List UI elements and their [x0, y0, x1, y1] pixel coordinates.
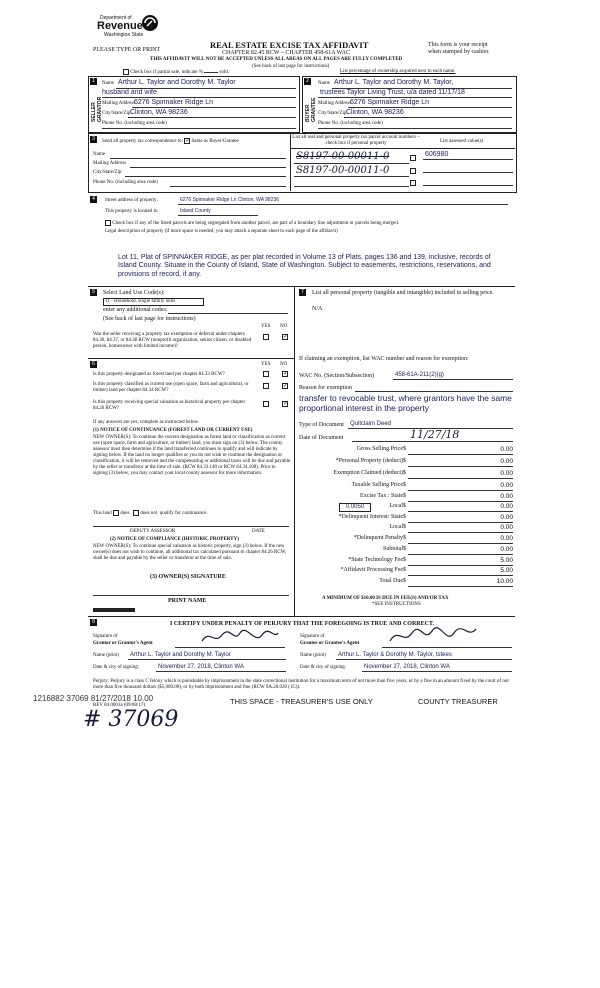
seller-phone-label: Phone No. (including area code)	[102, 121, 167, 126]
grantee-sig-label2: Grantee or Grantee's Agent	[300, 641, 360, 646]
form-chapter: CHAPTER 82.45 RCW – CHAPTER 458-61A WAC	[222, 50, 350, 56]
section-4-number: 4	[90, 196, 97, 203]
recording-stamp: 1216882 37069 81/27/2018 10.00	[33, 694, 154, 703]
dollar-sign: $	[403, 446, 406, 452]
form-number: REV 84 0001a (09/08/17)	[93, 703, 145, 708]
exemption-yes-checkbox[interactable]	[263, 334, 269, 340]
fee-excise-state	[298, 493, 513, 502]
treasurer-space: THIS SPACE - TREASURER'S USE ONLY	[230, 697, 373, 706]
grantee-signature[interactable]	[388, 625, 478, 654]
personal-prop-checkbox-2[interactable]	[410, 168, 416, 174]
buyer-city-label: City/State/Zip	[318, 111, 347, 116]
grantor-sig-label: Signature of	[93, 634, 118, 639]
grantor-sig-label2: Grantor or Grantor's Agent	[93, 641, 153, 646]
tax-corr-text: Send all property tax correspondence to:	[102, 139, 183, 145]
seller-name-2[interactable]: husband and wife	[102, 89, 157, 96]
same-as-buyer-checkbox[interactable]: ✓	[185, 138, 191, 144]
land-use-label: Select Land Use Code(s):	[103, 290, 165, 296]
date-right[interactable]: November 27, 2018, Clinton WA	[364, 664, 450, 670]
partial-sale-label: Check box if partial sale, indicate %	[130, 70, 203, 76]
sold-label: sold.	[219, 70, 229, 76]
fee-local-label: Local	[389, 503, 403, 509]
minimum-due: A MINIMUM OF $10.00 IS DUE IN FEE(S) AND/OR TAX	[322, 596, 449, 601]
grantor-signature-scribble	[200, 627, 280, 647]
land-use-select[interactable]: 11 - Household, single family units	[103, 298, 204, 306]
section-6-number: 6	[90, 361, 97, 368]
grantee-sig-label: Signature of	[300, 634, 325, 639]
fee-excise-state-value[interactable]: 0.00	[500, 493, 513, 500]
handwritten-receipt-number: # 37069	[83, 707, 179, 732]
fee-gross-value[interactable]: 0.00	[500, 446, 513, 453]
located-label: This property is located in	[105, 209, 158, 214]
doc-type[interactable]: Quitclaim Deed	[350, 421, 392, 427]
street-label: Street address of property:	[105, 198, 158, 203]
form-title: REAL ESTATE EXCISE TAX AFFIDAVIT	[210, 40, 369, 50]
current-use-yes-checkbox[interactable]	[263, 383, 269, 389]
fee-subtotal-label: Subtotal	[382, 546, 403, 552]
local-rate[interactable]: 0.0050	[339, 503, 371, 512]
does-checkbox[interactable]	[113, 510, 119, 516]
parcel-header: List all real and personal property tax parcel account numbers – check box if personal property	[292, 135, 420, 146]
perjury-notice: Perjury: Perjury is a class C felony which is punishable by imprisonment in the state correctional institution for a maximum term of not more than five years, or by a fine in an amount fixed by the court of not more than five thousand dollars ($5,000.00), or by both imprisonment and fine (RCW 9A.20.020 (1C)).	[93, 679, 509, 690]
seller-mailing-label: Mailing Address	[102, 101, 136, 106]
forest-question: Is this property designated as forest land per chapter 84.33 RCW?	[93, 372, 225, 377]
personal-prop-checkbox-3[interactable]	[410, 180, 416, 186]
personal-prop-checkbox-1[interactable]	[410, 155, 416, 161]
fee-gross	[298, 446, 513, 455]
notice1-body: NEW OWNER(S): To continue the current designation as forest land or classification as current use (open space, farm and agriculture, or timber) land, you must sign on (3) below. The county assessor must then determine if the land transferred continues to qualify and will indicate by signing below. If the land no longer qualifies or you do not wish to continue the designation or classification, it will be removed and the compensating or additional taxes will be due and payable by the seller or transferor at the time of sale. (RCW 84.33.140 or RCW 84.34.108). Prior to signing (3) below, you may contact your local county assessor for more information.	[93, 435, 291, 476]
section-1-number: 1	[90, 78, 97, 85]
buyer-phone-label: Phone No. (including area code)	[318, 121, 383, 126]
print-name-label: PRINT NAME	[168, 598, 207, 604]
personal-property-label: List all personal property (tangible and intangible) included in selling price.	[312, 290, 494, 296]
dollar-sign: $	[403, 503, 406, 509]
dollar-sign: $	[403, 470, 406, 476]
land-use-see-back: (See back of last page for instructions)	[103, 316, 196, 322]
list-pct-note: List percentage of ownership acquired next to each name.	[340, 69, 456, 74]
fee-delinq-state-label: *Delinquent Interest: State	[338, 514, 403, 520]
corr-city-label: City/State/Zip	[93, 170, 122, 175]
land-use-yes-header: YES	[261, 324, 271, 329]
partial-sale-pct[interactable]	[204, 72, 218, 73]
fee-exemption-label: Exemption Claimed (deduct)	[333, 470, 403, 476]
legal-label: Legal description of property (if more space is needed, you may attach a separate sheet to each page of the affidavit)	[105, 229, 338, 234]
wac-label: WAC No. (Section/Subsection)	[299, 373, 375, 379]
same-as-buyer-label: Same as Buyer/Grantee	[191, 139, 239, 145]
historic-question: Is this property receiving special valuation as historical property per chapter 84.26 RCW?	[93, 400, 246, 411]
corr-mailing-label: Mailing Address	[93, 161, 127, 166]
seller-side-label: SELLER GRANTOR	[91, 96, 103, 122]
dollar-sign: $	[403, 493, 406, 499]
doc-date[interactable]: 11/27/18	[410, 428, 460, 441]
doc-date-label: Date of Document	[299, 435, 344, 441]
fee-gross-label: Gross Selling Price	[356, 446, 403, 452]
historic-no-checkbox[interactable]: ✓	[283, 401, 289, 407]
forest-yes-checkbox[interactable]	[263, 371, 269, 377]
buyer-side-label: BUYER GRANTEE	[305, 97, 317, 122]
county-treasurer: COUNTY TREASURER	[418, 697, 498, 706]
buyer-city[interactable]: Clinton, WA 98236	[346, 109, 404, 116]
please-type: PLEASE TYPE OR PRINT	[93, 47, 161, 53]
seller-mailing[interactable]: 6276 Spinnaker Ridge Ln	[134, 99, 214, 106]
current-use-no-checkbox[interactable]: ✓	[283, 383, 289, 389]
qualify-label: qualify for continuance.	[159, 511, 208, 517]
fee-taxable-label: Taxable Selling Price	[351, 482, 403, 488]
segregated-checkbox[interactable]	[105, 220, 111, 226]
section-3-number: 3	[90, 136, 97, 143]
does-label: does	[120, 511, 130, 517]
forest-no-checkbox[interactable]: ✓	[283, 371, 289, 377]
fee-personal-label: *Personal Property (deduct)	[335, 458, 403, 464]
name-right-label: Name (print)	[300, 653, 326, 658]
current-use-question: Is this property classified as current use (open space, farm and agricultural, or timber) land per chapter 84.34 RCW?	[93, 382, 249, 393]
section-2-number: 2	[304, 78, 311, 85]
buyer-mailing[interactable]: 6276 Spinnaker Ridge Ln	[350, 99, 430, 106]
fee-taxable	[298, 482, 513, 491]
fee-taxable-value[interactable]: 0.00	[500, 482, 513, 489]
segregated-note	[105, 220, 399, 227]
dollar-sign: $	[403, 524, 406, 530]
corr-name-label: Name	[93, 152, 105, 157]
buyer-mailing-label: Mailing Address	[318, 101, 352, 106]
exemption-no-checkbox[interactable]: ✓	[283, 334, 289, 340]
county[interactable]: Island County	[180, 208, 211, 214]
buyer-name-1[interactable]: Arthur L. Taylor and Dorothy M. Taylor,	[334, 79, 454, 86]
dollar-sign: $	[403, 567, 406, 573]
date-right-label: Date & city of signing:	[300, 665, 347, 670]
certify-statement: I CERTIFY UNDER PENALTY OF PERJURY THAT THE FOREGOING IS TRUE AND CORRECT.	[170, 621, 435, 627]
fee-total-value[interactable]: 10.00	[496, 578, 513, 585]
fee-delinq-state-value[interactable]: 0.00	[500, 514, 513, 521]
seller-city[interactable]: Clinton, WA 98236	[130, 109, 188, 116]
s6-no-header: NO	[280, 362, 288, 367]
dollar-sign: $	[403, 578, 406, 584]
see-instructions: *SEE INSTRUCTIONS	[372, 602, 421, 607]
name-left-label: Name (print)	[93, 653, 119, 658]
fee-total-label: Total Due	[379, 578, 403, 584]
seller-name-label: Name	[102, 81, 114, 86]
dollar-sign: $	[403, 557, 406, 563]
fee-subtotal	[298, 546, 513, 555]
fee-delinq-penalty-label: *Delinquent Penalty	[353, 535, 403, 541]
fee-delinq-local	[298, 524, 513, 533]
parcel-1[interactable]: S8197-00-00011-0	[296, 151, 390, 162]
doc-type-label: Type of Document	[299, 422, 344, 428]
date-left[interactable]: November 27, 2018, Clinton WA	[158, 664, 244, 670]
fee-total	[298, 578, 513, 587]
fee-exemption-value[interactable]: 0.00	[500, 470, 513, 477]
fee-local	[298, 503, 513, 512]
dollar-sign: $	[403, 535, 406, 541]
fee-local-value[interactable]: 0.00	[500, 503, 513, 510]
deputy-date: DATE	[252, 529, 265, 534]
notice1-title: (1) NOTICE OF CONTINUANCE (FOREST LAND OR CURRENT USE)	[93, 428, 253, 433]
fee-delinq-local-value[interactable]: 0.00	[500, 524, 513, 531]
dept-line3: Washington State	[104, 32, 144, 38]
this-land-label: This land	[93, 511, 112, 517]
notice2-body: NEW OWNER(S): To continue special valuation as historic property, sign (3) below. If the new owner(s) does not wish to continue, all additional tax calculated pursuant to chapter 84.26 RCW, shall be due and payable by the seller or transferor at the time of sale.	[93, 544, 287, 561]
fee-affidavit	[298, 567, 513, 576]
continuance-line	[93, 510, 208, 517]
grantee-signature-scribble	[388, 625, 478, 649]
receipt-note: This form is your receipt when stamped by cashier.	[428, 42, 490, 55]
exemption-question: Was the seller receiving a property tax exemption or deferral under chapters 84.36, 84.37, or 84.38 RCW (nonprofit organization, senior citizen, or disabled person, homeowner with limited income)?	[93, 332, 252, 349]
segregated-label: Check box if any of the listed parcels are being segregated from another parcel, are part of a boundary line adjustment or parcels being merged.	[112, 221, 399, 227]
parcel-2[interactable]: S8197-00-00011-0	[296, 165, 390, 176]
name-left[interactable]: Arthur L. Taylor and Dorothy M. Taylor	[130, 652, 231, 658]
fee-personal-value[interactable]: 0.00	[500, 458, 513, 465]
fee-tech	[298, 557, 513, 566]
legal-description[interactable]: Lot 11, Plat of SPINNAKER RIDGE, as per plat recorded in Volume 13 of Plats, pages 136 and 139, inclusive, records of Island County. Situate in the County of Island, State of Washington. Subject to easements, restrictions, reservations, and provisions of record, if any.	[118, 254, 491, 278]
s6-yes-header: YES	[261, 362, 271, 367]
historic-yes-checkbox[interactable]	[263, 401, 269, 407]
fee-tech-label: *State Technology Fee	[348, 557, 403, 563]
name-right[interactable]: Arthur L. Taylor & Dorothy M. Taylor, tstees	[338, 652, 452, 658]
fee-exemption	[298, 470, 513, 479]
fee-delinq-penalty-value[interactable]: 0.00	[500, 535, 513, 542]
tax-corr-label	[102, 138, 239, 145]
notice2-title: (2) NOTICE OF COMPLIANCE (HISTORIC PROPERTY)	[110, 537, 239, 542]
fee-tech-value[interactable]: 5.00	[500, 557, 513, 564]
does-not-checkbox[interactable]	[133, 510, 139, 516]
dollar-sign: $	[403, 514, 406, 520]
exemption-reason[interactable]: transfer to revocable trust, where grantors have the same proportional interest in the property	[299, 393, 512, 413]
buyer-name-2[interactable]: trustees Taylor Living Trust, u/a dated 11/17/18	[320, 89, 465, 96]
deputy-assessor: DEPUTY ASSESSOR	[130, 529, 176, 534]
fee-delinq-local-label: Local	[389, 524, 403, 530]
street-address[interactable]: 6276 Spinnaker Ridge Ln Clinton, WA 98236	[180, 197, 280, 203]
redacted-mark	[93, 608, 135, 612]
if-any-yes: If any answers are yes, complete as instructed below.	[93, 420, 200, 425]
see-back: (See back of last page for instructions)	[252, 64, 330, 69]
fee-delinq-penalty	[298, 535, 513, 544]
fee-affidavit-label: *Affidavit Processing Fee	[340, 567, 403, 573]
dollar-sign: $	[403, 482, 406, 488]
section-8-number: 8	[90, 619, 97, 626]
partial-sale-checkbox[interactable]	[123, 69, 129, 75]
land-use-no-header: NO	[280, 324, 288, 329]
fee-subtotal-value[interactable]: 0.00	[500, 546, 513, 553]
exemption-claim-label: If claiming an exemption, list WAC number and reason for exemption:	[299, 356, 469, 362]
seller-name-1[interactable]: Arthur L. Taylor and Dorothy M. Taylor	[118, 79, 236, 86]
date-left-label: Date & city of signing:	[93, 665, 140, 670]
personal-property-value[interactable]: N/A	[312, 306, 323, 312]
fee-affidavit-value[interactable]: 5.00	[500, 567, 513, 574]
dollar-sign: $	[403, 458, 406, 464]
wac-number[interactable]: 458-61A-211(2)(g)	[395, 372, 444, 378]
form-notice: THIS AFFIDAVIT WILL NOT BE ACCEPTED UNLESS ALL AREAS ON ALL PAGES ARE FULLY COMPLETED	[150, 57, 403, 62]
owner-signature-label: (3) OWNER(S) SIGNATURE	[150, 574, 226, 580]
section-7-number: 7	[299, 289, 306, 296]
seller-city-label: City/State/Zip	[102, 111, 131, 116]
fee-personal	[298, 458, 513, 467]
fee-delinq-state	[298, 514, 513, 523]
fee-excise-state-label: Excise Tax : State	[360, 493, 403, 499]
does-not-label: does not	[140, 511, 158, 517]
dollar-sign: $	[403, 546, 406, 552]
buyer-name-label: Name	[318, 81, 330, 86]
assessed-value-1[interactable]: 606980	[425, 151, 449, 158]
assessed-header: List assessed value(s)	[440, 139, 484, 144]
section-5-number: 5	[90, 289, 97, 296]
dept-line1: Department of	[100, 15, 132, 21]
corr-phone-label: Phone No. (including area code)	[93, 180, 158, 185]
reason-label: Reason for exemption	[299, 385, 352, 391]
enter-codes-label: enter any additional codes:	[103, 307, 168, 313]
dept-line2: Revenue	[97, 20, 143, 32]
